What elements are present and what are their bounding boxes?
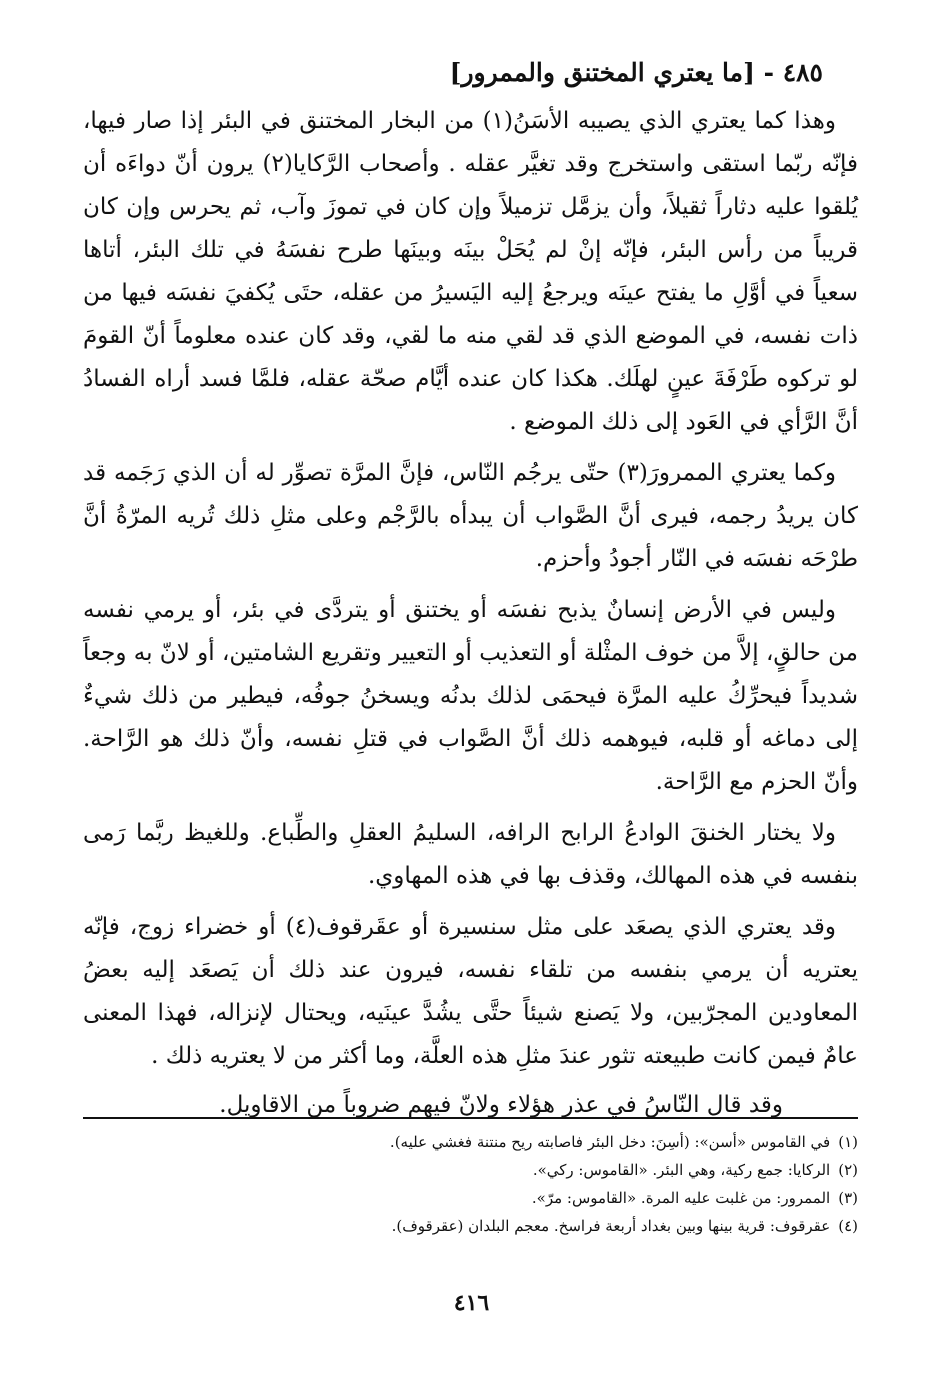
page-number: ٤١٦: [453, 1290, 490, 1316]
paragraph-1: وهذا كما يعتري الذي يصيبه الأسَنُ(١) من البخار المختنق في البئر إذا صار فيها، فإنّه ربّما استقى واستخرج وقد تغيَّر عقله . وأصحاب الرَّكايا(٢) يرون أنّ دواءَه أن يُلقوا عليه دثاراً ثقيلاً، وأن يزمَّل تزميلاً وإن كان في تموزَ وآب، ثم يحرس وإن كان قريباً من رأس البئر، فإنّه إنْ لم يُحَلْ بينَه وبينَها طرح نفسَهُ في تلك البئر، أتاها سعياً في أوَّلِ ما يفتح عينَه ويرجعُ إليه اليَسيرُ من عقله، حتَى يُكفيَ نفسَه فيها من ذات نفسه، في الموضع الذي قد لقي منه ما لقي، وقد كان عنده معلوماً أنّ القومَ لو تركوه طَرْفَةَ عينٍ لهلَك. هكذا كان عنده أيَّام صحّة عقله، فلمَّا فسد أراه الفسادُ أنَّ الرَّأي في العَود إلى ذلك الموضع .: [83, 108, 858, 435]
section-number: ٤٨٥: [782, 58, 823, 87]
paragraph-4: ولا يختار الخنقَ الوادعُ الرابح الرافه، السليمُ العقلِ والطِّباع. وللغيظ ربَّما رَمى بنفسه في هذه المهالك، وقذف بها في هذه المهاوي.: [83, 820, 858, 889]
main-text: [83, 100, 858, 1127]
section-dash: -: [754, 58, 783, 87]
footnote-number: (٤): [838, 1217, 858, 1235]
footnote-text: الركايا: جمع ركية، وهي البئر. «القاموس: ركي».: [532, 1161, 831, 1179]
paragraph-3: وليس في الأرض إنسانٌ يذبح نفسَه أو يختنق أو يتردَّى في بئر، أو يرمي نفسه من حالقٍ، إلاَّ من خوف المثْلة أو التعذيب أو التعيير وتقريع الشامتين، أو لانّ به وجعاً شديداً فيحرِّكُ عليه المرَّة فيحمَى لذلك بدنُه ويسخنُ جوفُه، فيطير من ذلك شيءٌ إلى دماغه أو قلبه، فيوهمه ذلك أنَّ الصَّواب في قتلِ نفسه، وأنّ ذلك هو الرَّاحة. وأنّ الحزم مع الرَّاحة.: [83, 597, 858, 795]
footnote-text: الممرور: من غلبت عليه المرة. «القاموس: مرّ».: [531, 1189, 831, 1207]
footnote-1: [83, 1128, 858, 1156]
footnote-3: [83, 1184, 858, 1212]
footnote-text: عقرقوف: قرية بينها وبين بغداد أربعة فراسخ. معجم البلدان (عقرقوف).: [391, 1217, 831, 1235]
section-heading: [103, 56, 823, 90]
footnotes: [83, 1128, 858, 1240]
footnote-text: في القاموس «أسن»: (أسِنَ: دخل البئر فاصابته ريح منتنة فغشي عليه).: [389, 1133, 831, 1151]
footnote-number: (٢): [838, 1161, 858, 1179]
footnote-divider: [83, 1117, 858, 1119]
closing-line: وقد قال النّاسُ في عذر هؤلاء ولانّ فيهم ضروباً من الاقاويل.: [219, 1092, 783, 1118]
section-title: [ما يعتري المختنق والممرور]: [449, 58, 755, 87]
footnote-4: [83, 1212, 858, 1240]
paragraph-5: وقد يعتري الذي يصعَد على مثل سنسيرة أو عقَرقوف(٤) أو خضراء زوج، فإنّه يعتريه أن يرمي بنفسه من تلقاء نفسه، فيرون عند ذلك أن يَصعَد إليه بعضُ المعاودين المجرّبين، ولا يَصنع شيئاً حتَّى يشُدَّ عينَيه، ويحتال لإنزاله، فهذا المعنى عامٌ فيمن كانت طبيعته تثور عندَ مثلِ هذه العلَّة، وما أكثر من لا يعتريه ذلك .: [83, 914, 858, 1069]
footnote-number: (١): [838, 1133, 858, 1151]
footnote-2: [83, 1156, 858, 1184]
footnote-number: (٣): [838, 1189, 858, 1207]
paragraph-2: وكما يعتري الممرورَ(٣) حتّى يرجُم النّاس، فإنَّ المرَّة تصوِّر له أن الذي رَجَمه قد كان يريدُ رجمه، فيرى أنَّ الصَّواب أن يبدأه بالرَّجْم وعلى مثلِ ذلك تُريه المرّةُ أنَّ طرْحَه نفسَه في النّار أجودُ وأحزم.: [83, 460, 858, 572]
